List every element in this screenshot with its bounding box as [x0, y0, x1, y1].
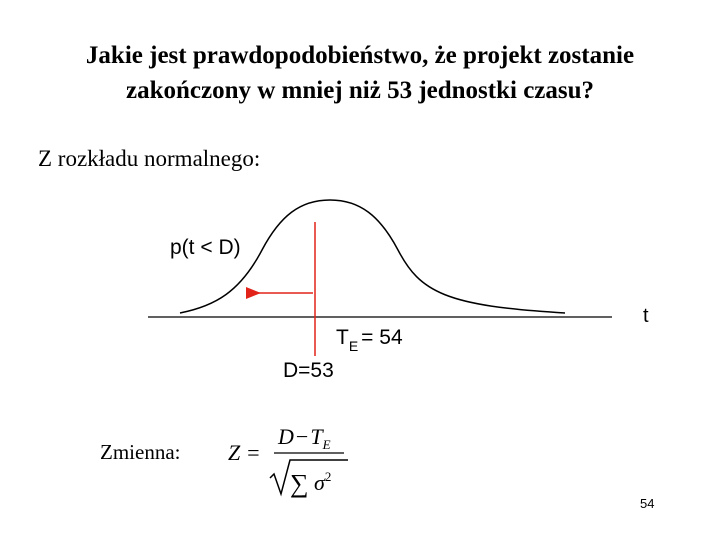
t-axis-label: t [643, 305, 649, 327]
d-label: D=53 [283, 359, 334, 382]
te-value: = 54 [361, 326, 403, 349]
title-line-1: Jakie jest prawdopodobieństwo, że projekt zostanie [85, 42, 635, 69]
probability-label: p(t < D) [170, 236, 241, 259]
title-line-2: zakończony w mniej niż 53 jednostki czasu? [125, 77, 595, 104]
page-number: 54 [640, 496, 655, 511]
sigma-exponent: 2 [324, 469, 332, 484]
formula-numerator [277, 424, 331, 452]
variable-label: Zmienna: [100, 440, 181, 464]
numerator-t: T [310, 424, 323, 449]
z-formula [228, 424, 348, 498]
square-root-sign [270, 460, 348, 494]
numerator-t-sub: E [322, 437, 331, 452]
denominator-sum: ∑ [290, 469, 309, 498]
sigma: σ [314, 470, 325, 495]
denominator-sigma [314, 469, 331, 495]
formula-lhs: Z = [228, 440, 261, 465]
te-base: T [336, 326, 349, 349]
numerator-d: D [278, 424, 294, 449]
te-label [336, 326, 403, 354]
te-subscript: E [348, 338, 359, 354]
numerator-minus: − [295, 424, 309, 449]
intro-text: Z rozkładu normalnego: [38, 146, 261, 171]
